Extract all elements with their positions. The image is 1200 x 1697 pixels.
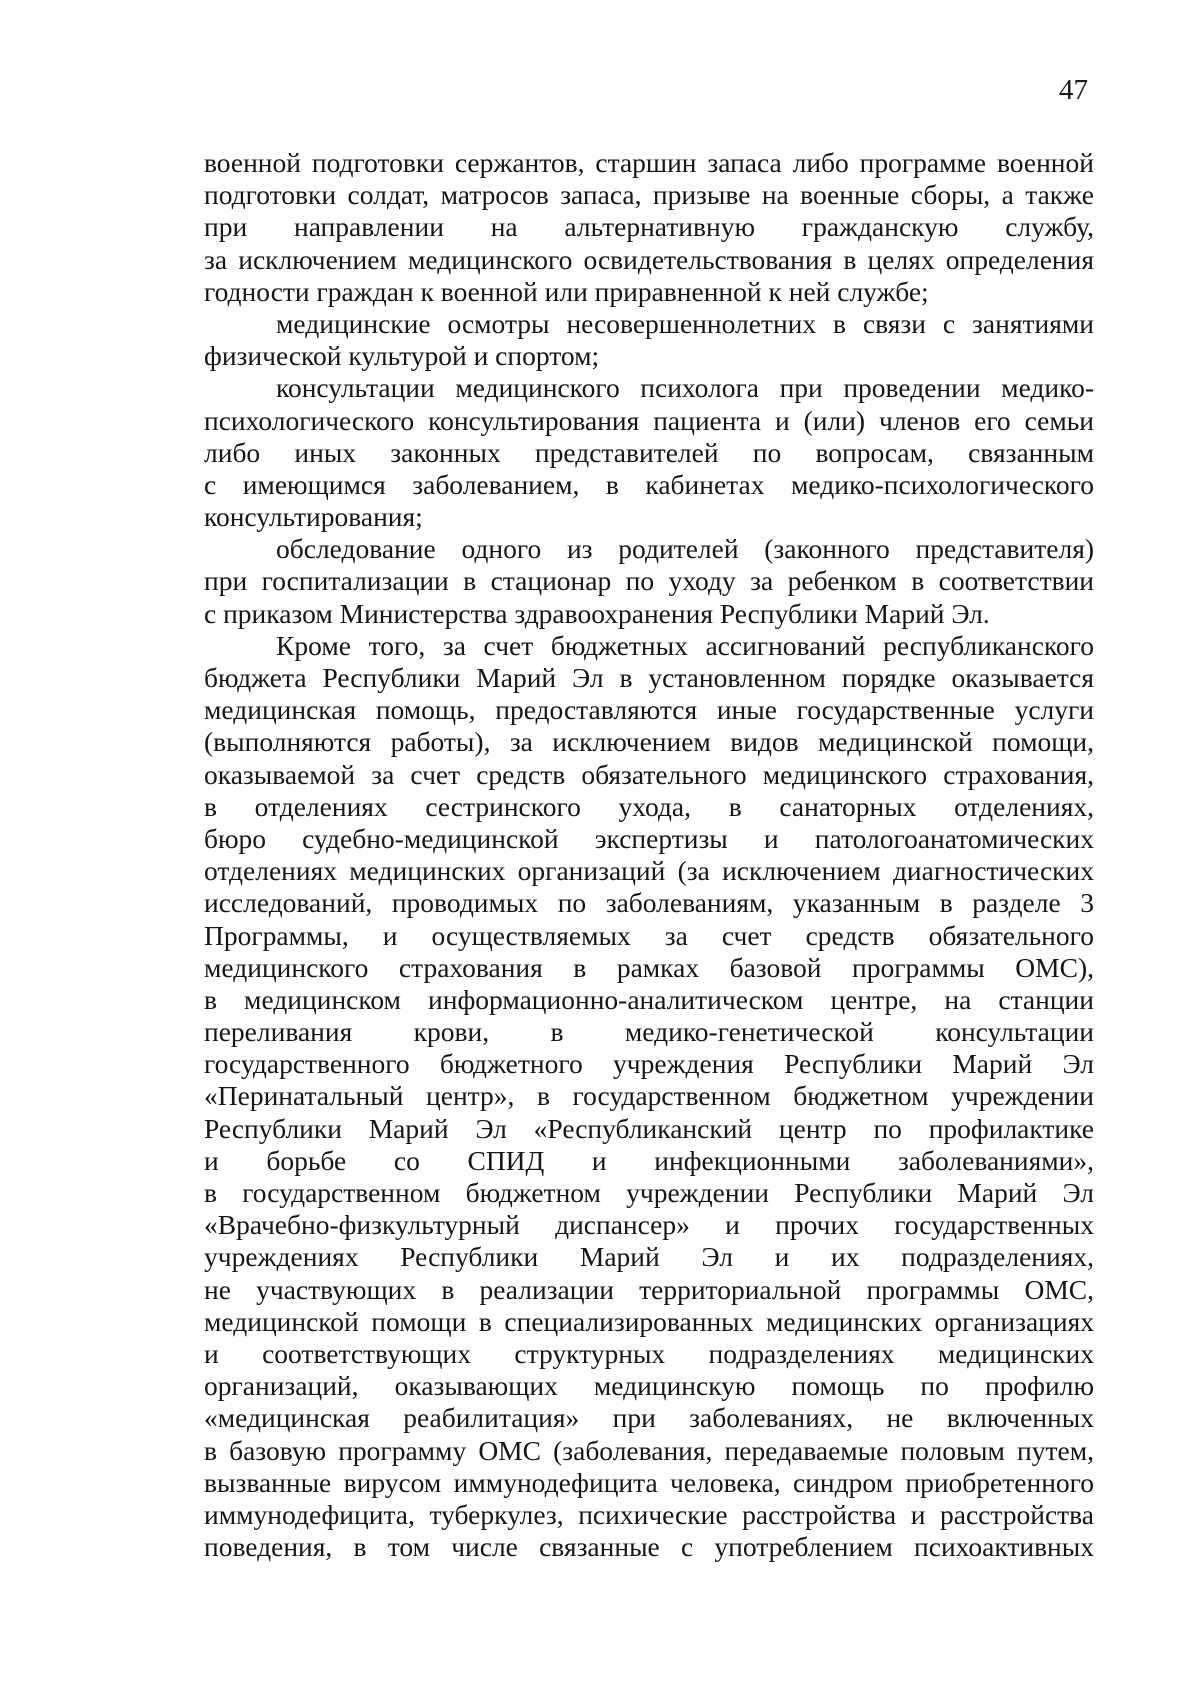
text-line: медицинского страхования в рамках базовой программы ОМС),: [204, 951, 1094, 983]
text-line: учреждениях Республики Марий Эл и их подразделениях,: [204, 1241, 1094, 1273]
text-line: исследований, проводимых по заболеваниям, указанным в разделе 3: [204, 887, 1094, 919]
text-line: бюджета Республики Марий Эл в установленном порядке оказывается: [204, 662, 1094, 693]
text-line: с приказом Министерства здравоохранения Республики Марий Эл.: [204, 597, 990, 629]
text-line: за исключением медицинского освидетельствования в целях определения: [204, 243, 1094, 275]
text-line: обследование одного из родителей (законного представителя): [276, 533, 1094, 565]
text-line: физической культурой и спортом;: [204, 340, 600, 372]
text-line: Республики Марий Эл «Республиканский центр по профилактике: [204, 1112, 1094, 1144]
text-line: переливания крови, в медико-генетической консультации: [204, 1016, 1094, 1048]
text-line: вызванные вирусом иммунодефицита человека, синдром приобретенного: [204, 1466, 1094, 1498]
text-line: не участвующих в реализации территориальной программы ОМС,: [204, 1273, 1094, 1305]
text-line: военной подготовки сержантов, старшин запаса либо программе военной: [204, 147, 1094, 178]
body-text: [204, 147, 1094, 1563]
text-line: в базовую программу ОМС (заболевания, передаваемые половым путем,: [204, 1434, 1094, 1466]
text-line: консультирования;: [204, 501, 423, 533]
text-line: «медицинская реабилитация» при заболеваниях, не включенных: [204, 1402, 1094, 1434]
text-line: с имеющимся заболеванием, в кабинетах медико-психологического: [204, 468, 1094, 500]
text-line: при госпитализации в стационар по уходу за ребенком в соответствии: [204, 565, 1094, 597]
text-line: медицинские осмотры несовершеннолетних в связи с занятиями: [276, 307, 1094, 339]
text-line: либо иных законных представителей по вопросам, связанным: [204, 436, 1094, 468]
text-line: иммунодефицита, туберкулез, психические расстройства и расстройства: [204, 1498, 1094, 1530]
text-line: «Врачебно-физкультурный диспансер» и прочих государственных: [204, 1209, 1094, 1241]
text-line: в отделениях сестринского ухода, в санаторных отделениях,: [204, 790, 1094, 822]
text-line: «Перинатальный центр», в государственном бюджетном учреждении: [204, 1080, 1094, 1112]
text-line: Кроме того, за счет бюджетных ассигнований республиканского: [276, 629, 1094, 661]
text-line: в государственном бюджетном учреждении Республики Марий Эл: [204, 1177, 1094, 1208]
text-line: отделениях медицинских организаций (за исключением диагностических: [204, 855, 1094, 887]
text-line: и борьбе со СПИД и инфекционными заболеваниями»,: [204, 1144, 1094, 1176]
text-line: поведения, в том числе связанные с употреблением психоактивных: [204, 1531, 1094, 1563]
text-line: в медицинском информационно-аналитическом центре, на станции: [204, 983, 1094, 1015]
text-line: психологического консультирования пациента и (или) членов его семьи: [204, 404, 1094, 436]
text-line: медицинской помощи в специализированных медицинских организациях: [204, 1305, 1094, 1337]
text-line: Программы, и осуществляемых за счет средств обязательного: [204, 919, 1094, 951]
text-line: (выполняются работы), за исключением видов медицинской помощи,: [204, 726, 1094, 758]
text-line: организаций, оказывающих медицинскую помощь по профилю: [204, 1370, 1094, 1402]
text-line: государственного бюджетного учреждения Республики Марий Эл: [204, 1048, 1094, 1080]
page-number: 47: [1059, 74, 1088, 106]
text-line: оказываемой за счет средств обязательного медицинского страхования,: [204, 758, 1094, 790]
text-line: медицинская помощь, предоставляются иные государственные услуги: [204, 694, 1094, 726]
text-line: консультации медицинского психолога при проведении медико-: [276, 372, 1094, 404]
text-line: и соответствующих структурных подразделениях медицинских: [204, 1337, 1094, 1369]
text-line: бюро судебно-медицинской экспертизы и патологоанатомических: [204, 822, 1094, 854]
text-line: при направлении на альтернативную гражданскую службу,: [204, 211, 1094, 243]
text-line: подготовки солдат, матросов запаса, призыве на военные сборы, а также: [204, 179, 1094, 211]
text-line: годности граждан к военной или приравненной к ней службе;: [204, 275, 929, 307]
